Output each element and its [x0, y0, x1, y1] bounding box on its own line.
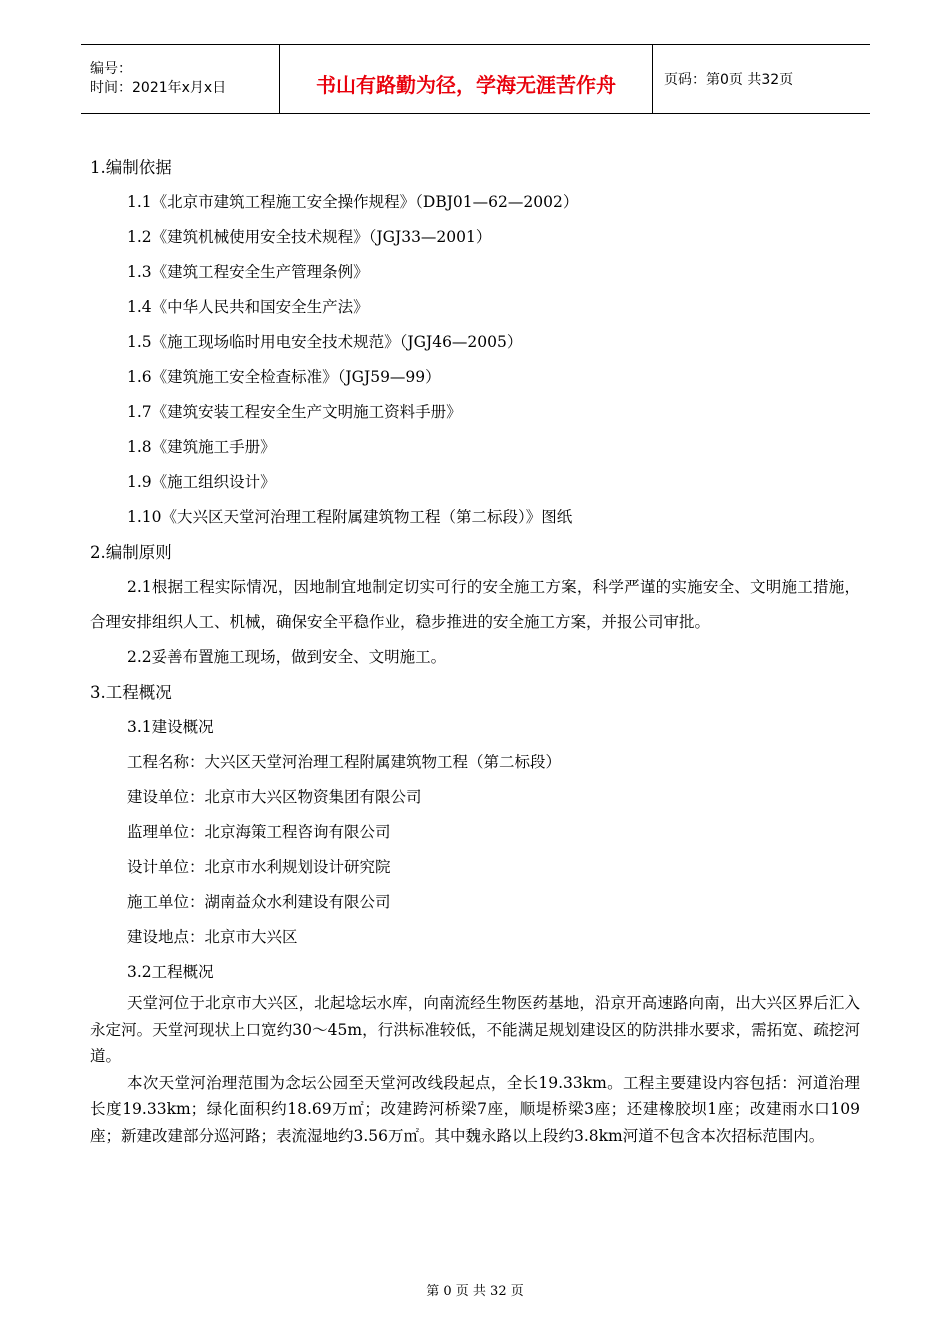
section-title-principles: 2.编制原则: [90, 543, 172, 562]
document-time-label: 时间：2021年x月x日: [90, 80, 227, 96]
basis-item: 1.3《建筑工程安全生产管理条例》: [127, 263, 369, 281]
basis-item: 1.1《北京市建筑工程施工安全操作规程》（DBJ01—62—2002）: [127, 193, 579, 211]
principle-paragraph: 2.1根据工程实际情况，因地制宜地制定切实可行的安全施工方案，科学严谨的实施安全、文明施工措施，合理安排组织人工、机械，确保安全平稳作业，稳步推进的安全施工方案，并报公司审批。: [90, 578, 860, 631]
subsection-title: 3.2工程概况: [127, 963, 214, 981]
overview-paragraph: 本次天堂河治理范围为念坛公园至天堂河改线段起点，全长19.33km。工程主要建设内容包括：河道治理长度19.33km；绿化面积约18.69万㎡；改建跨河桥梁7座，顺堤桥梁3座；还建橡胶坝1座；改建雨水口109座；新建改建部分巡河路；表流湿地约3.56万㎡。其中魏永路以上段约3.8km河道不包含本次招标范围内。: [90, 1073, 860, 1145]
basis-item: 1.2《建筑机械使用安全技术规程》（JGJ33—2001）: [127, 228, 492, 246]
page-footer: 第 0 页 共 32 页: [426, 1284, 524, 1299]
header-meta: [81, 45, 280, 113]
project-detail: 工程名称：大兴区天堂河治理工程附属建筑物工程（第二标段）: [127, 753, 562, 771]
basis-item: 1.9《施工组织设计》: [127, 473, 276, 491]
document-header: [81, 44, 870, 114]
header-page-info: 页码：第0页 共32页: [664, 72, 794, 88]
section-title-basis: 1.编制依据: [90, 158, 172, 177]
document-body: [90, 150, 860, 1149]
project-detail: 施工单位：湖南益众水利建设有限公司: [127, 893, 391, 911]
section-title-overview: 3.工程概况: [90, 683, 172, 702]
basis-item: 1.4《中华人民共和国安全生产法》: [127, 298, 369, 316]
basis-item: 1.6《建筑施工安全检查标准》（JGJ59—99）: [127, 368, 441, 386]
basis-item: 1.10《大兴区天堂河治理工程附属建筑物工程（第二标段）》图纸: [127, 508, 573, 526]
project-detail: 监理单位：北京海策工程咨询有限公司: [127, 823, 391, 841]
subsection-title: 3.1建设概况: [127, 718, 214, 736]
basis-item: 1.7《建筑安装工程安全生产文明施工资料手册》: [127, 403, 462, 421]
header-motto: 书山有路勤为径，学海无涯苦作舟: [280, 45, 653, 113]
project-detail: 建设单位：北京市大兴区物资集团有限公司: [127, 788, 422, 806]
project-detail: 建设地点：北京市大兴区: [127, 928, 298, 946]
project-detail: 设计单位：北京市水利规划设计研究院: [127, 858, 391, 876]
basis-item: 1.5《施工现场临时用电安全技术规范》（JGJ46—2005）: [127, 333, 523, 351]
basis-item: 1.8《建筑施工手册》: [127, 438, 276, 456]
principle-paragraph: 2.2妥善布置施工现场，做到安全、文明施工。: [127, 648, 447, 666]
overview-paragraph: 天堂河位于北京市大兴区，北起埝坛水库，向南流经生物医药基地，沿京开高速路向南，出大兴区界后汇入永定河。天堂河现状上口宽约30～45m，行洪标准较低，不能满足规划建设区的防洪排水要求，需拓宽、疏挖河道。: [90, 994, 860, 1065]
document-number-label: 编号：: [90, 61, 132, 77]
